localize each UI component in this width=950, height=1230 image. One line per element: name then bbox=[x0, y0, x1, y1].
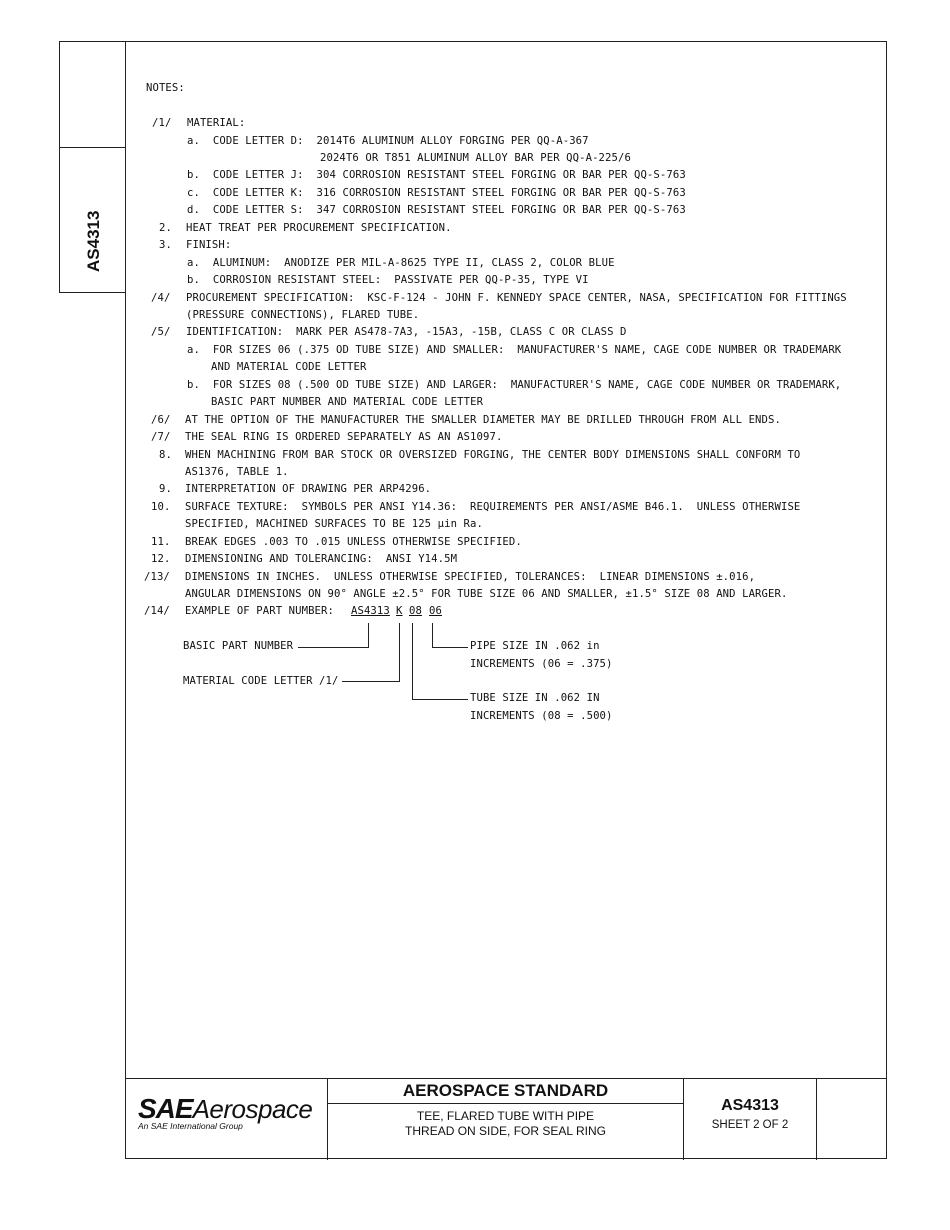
standard-header: AEROSPACE STANDARD bbox=[328, 1079, 683, 1104]
note-1d: d. CODE LETTER S: 347 CORROSION RESISTANT STEEL FORGING OR BAR PER QQ-S-763 bbox=[187, 204, 686, 216]
doc-number-cell bbox=[684, 1079, 817, 1160]
part-number-base: AS4313 bbox=[351, 605, 390, 617]
note-5b: b. FOR SIZES 08 (.500 OD TUBE SIZE) AND LARGER: MANUFACTURER'S NAME, CAGE CODE NUMBER OR TRADEMARK, bbox=[187, 379, 842, 391]
note-7: THE SEAL RING IS ORDERED SEPARATELY AS AN AS1097. bbox=[185, 431, 503, 443]
part-number-code: K bbox=[396, 605, 403, 617]
title-line1: TEE, FLARED TUBE WITH PIPE bbox=[416, 1109, 595, 1123]
title-block bbox=[125, 1078, 887, 1159]
note-number: /1/ bbox=[152, 117, 172, 129]
part-number-pipe: 06 bbox=[429, 605, 442, 617]
note-11: BREAK EDGES .003 TO .015 UNLESS OTHERWISE SPECIFIED. bbox=[185, 536, 522, 548]
note-number: /4/ bbox=[151, 292, 171, 304]
pipe-size-line1: PIPE SIZE IN .062 in bbox=[470, 640, 600, 652]
note-8-line2: AS1376, TABLE 1. bbox=[185, 466, 289, 478]
note-number: /6/ bbox=[151, 414, 171, 426]
note-13-line1: DIMENSIONS IN INCHES. UNLESS OTHERWISE SPECIFIED, TOLERANCES: LINEAR DIMENSIONS ±.016, bbox=[185, 571, 756, 583]
note-number: /13/ bbox=[144, 571, 170, 583]
note-1b: b. CODE LETTER J: 304 CORROSION RESISTANT STEEL FORGING OR BAR PER QQ-S-763 bbox=[187, 169, 686, 181]
note-1a: a. CODE LETTER D: 2014T6 ALUMINUM ALLOY FORGING PER QQ-A-367 bbox=[187, 135, 589, 147]
logo-cell bbox=[125, 1079, 328, 1160]
note-5b-cont: BASIC PART NUMBER AND MATERIAL CODE LETTER bbox=[211, 396, 484, 408]
note-number: 8. bbox=[159, 449, 172, 461]
tube-size-line2: INCREMENTS (08 = .500) bbox=[470, 710, 613, 722]
logo-sae: SAE bbox=[138, 1093, 193, 1124]
note-4-line1: PROCUREMENT SPECIFICATION: KSC-F-124 - JOHN F. KENNEDY SPACE CENTER, NASA, SPECIFICATION FOR FITTINGS bbox=[186, 292, 847, 304]
title-line2: THREAD ON SIDE, FOR SEAL RING bbox=[405, 1124, 606, 1138]
part-number-example-label: EXAMPLE OF PART NUMBER: bbox=[185, 605, 334, 617]
notes-heading: NOTES: bbox=[146, 82, 185, 94]
note-5a-cont: AND MATERIAL CODE LETTER bbox=[211, 361, 367, 373]
note-3a: a. ALUMINUM: ANODIZE PER MIL-A-8625 TYPE II, CLASS 2, COLOR BLUE bbox=[187, 257, 615, 269]
tube-size-line1: TUBE SIZE IN .062 IN bbox=[470, 692, 600, 704]
note-number: 2. bbox=[159, 222, 172, 234]
note-9: INTERPRETATION OF DRAWING PER ARP4296. bbox=[185, 483, 432, 495]
document-title bbox=[328, 1109, 683, 1139]
note-number: 3. bbox=[159, 239, 172, 251]
sae-aerospace-logo bbox=[138, 1093, 312, 1131]
note-8-line1: WHEN MACHINING FROM BAR STOCK OR OVERSIZED FORGING, THE CENTER BODY DIMENSIONS SHALL CONFORM TO bbox=[185, 449, 801, 461]
leader-pipe bbox=[432, 623, 468, 648]
logo-group: An SAE International Group bbox=[138, 1121, 243, 1131]
note-number: 10. bbox=[151, 501, 171, 513]
note-3-title: FINISH: bbox=[186, 239, 232, 251]
note-number: /7/ bbox=[151, 431, 171, 443]
note-13-line2: ANGULAR DIMENSIONS ON 90° ANGLE ±2.5° FOR TUBE SIZE 06 AND SMALLER, ±1.5° SIZE 08 AND LARGER. bbox=[185, 588, 788, 600]
note-1a-cont: 2024T6 OR T851 ALUMINUM ALLOY BAR PER QQ-A-225/6 bbox=[320, 152, 631, 164]
leader-material bbox=[342, 623, 400, 682]
note-3b: b. CORROSION RESISTANT STEEL: PASSIVATE PER QQ-P-35, TYPE VI bbox=[187, 274, 589, 286]
title-cell bbox=[328, 1079, 684, 1160]
note-1-title: MATERIAL: bbox=[187, 117, 246, 129]
note-5a: a. FOR SIZES 06 (.375 OD TUBE SIZE) AND SMALLER: MANUFACTURER'S NAME, CAGE CODE NUMBER OR TRADEMARK bbox=[187, 344, 842, 356]
side-tab-doc-id: AS4313 bbox=[84, 210, 103, 272]
material-code-label: MATERIAL CODE LETTER /1/ bbox=[183, 675, 339, 687]
note-12: DIMENSIONING AND TOLERANCING: ANSI Y14.5M bbox=[185, 553, 458, 565]
document-number: AS4313 bbox=[721, 1097, 779, 1114]
note-5-line1: IDENTIFICATION: MARK PER AS478-7A3, -15A3, -15B, CLASS C OR CLASS D bbox=[186, 326, 627, 338]
sheet-number: SHEET 2 OF 2 bbox=[711, 1119, 789, 1131]
note-6: AT THE OPTION OF THE MANUFACTURER THE SMALLER DIAMETER MAY BE DRILLED THROUGH FROM ALL ENDS. bbox=[185, 414, 781, 426]
part-number-tube: 08 bbox=[409, 605, 422, 617]
basic-part-number-label: BASIC PART NUMBER bbox=[183, 640, 294, 652]
logo-aerospace: Aerospace bbox=[192, 1094, 313, 1124]
note-2: HEAT TREAT PER PROCUREMENT SPECIFICATION. bbox=[186, 222, 452, 234]
note-4-line2: (PRESSURE CONNECTIONS), FLARED TUBE. bbox=[186, 309, 420, 321]
note-number: /5/ bbox=[151, 326, 171, 338]
note-10-line1: SURFACE TEXTURE: SYMBOLS PER ANSI Y14.36: REQUIREMENTS PER ANSI/ASME B46.1. UNLESS OTHERWISE bbox=[185, 501, 801, 513]
note-1c: c. CODE LETTER K: 316 CORROSION RESISTANT STEEL FORGING OR BAR PER QQ-S-763 bbox=[187, 187, 686, 199]
note-number: /14/ bbox=[144, 605, 170, 617]
note-number: 12. bbox=[151, 553, 171, 565]
note-number: 11. bbox=[151, 536, 171, 548]
note-number: 9. bbox=[159, 483, 172, 495]
pipe-size-line2: INCREMENTS (06 = .375) bbox=[470, 658, 613, 670]
note-10-line2: SPECIFIED, MACHINED SURFACES TO BE 125 μin Ra. bbox=[185, 518, 483, 530]
